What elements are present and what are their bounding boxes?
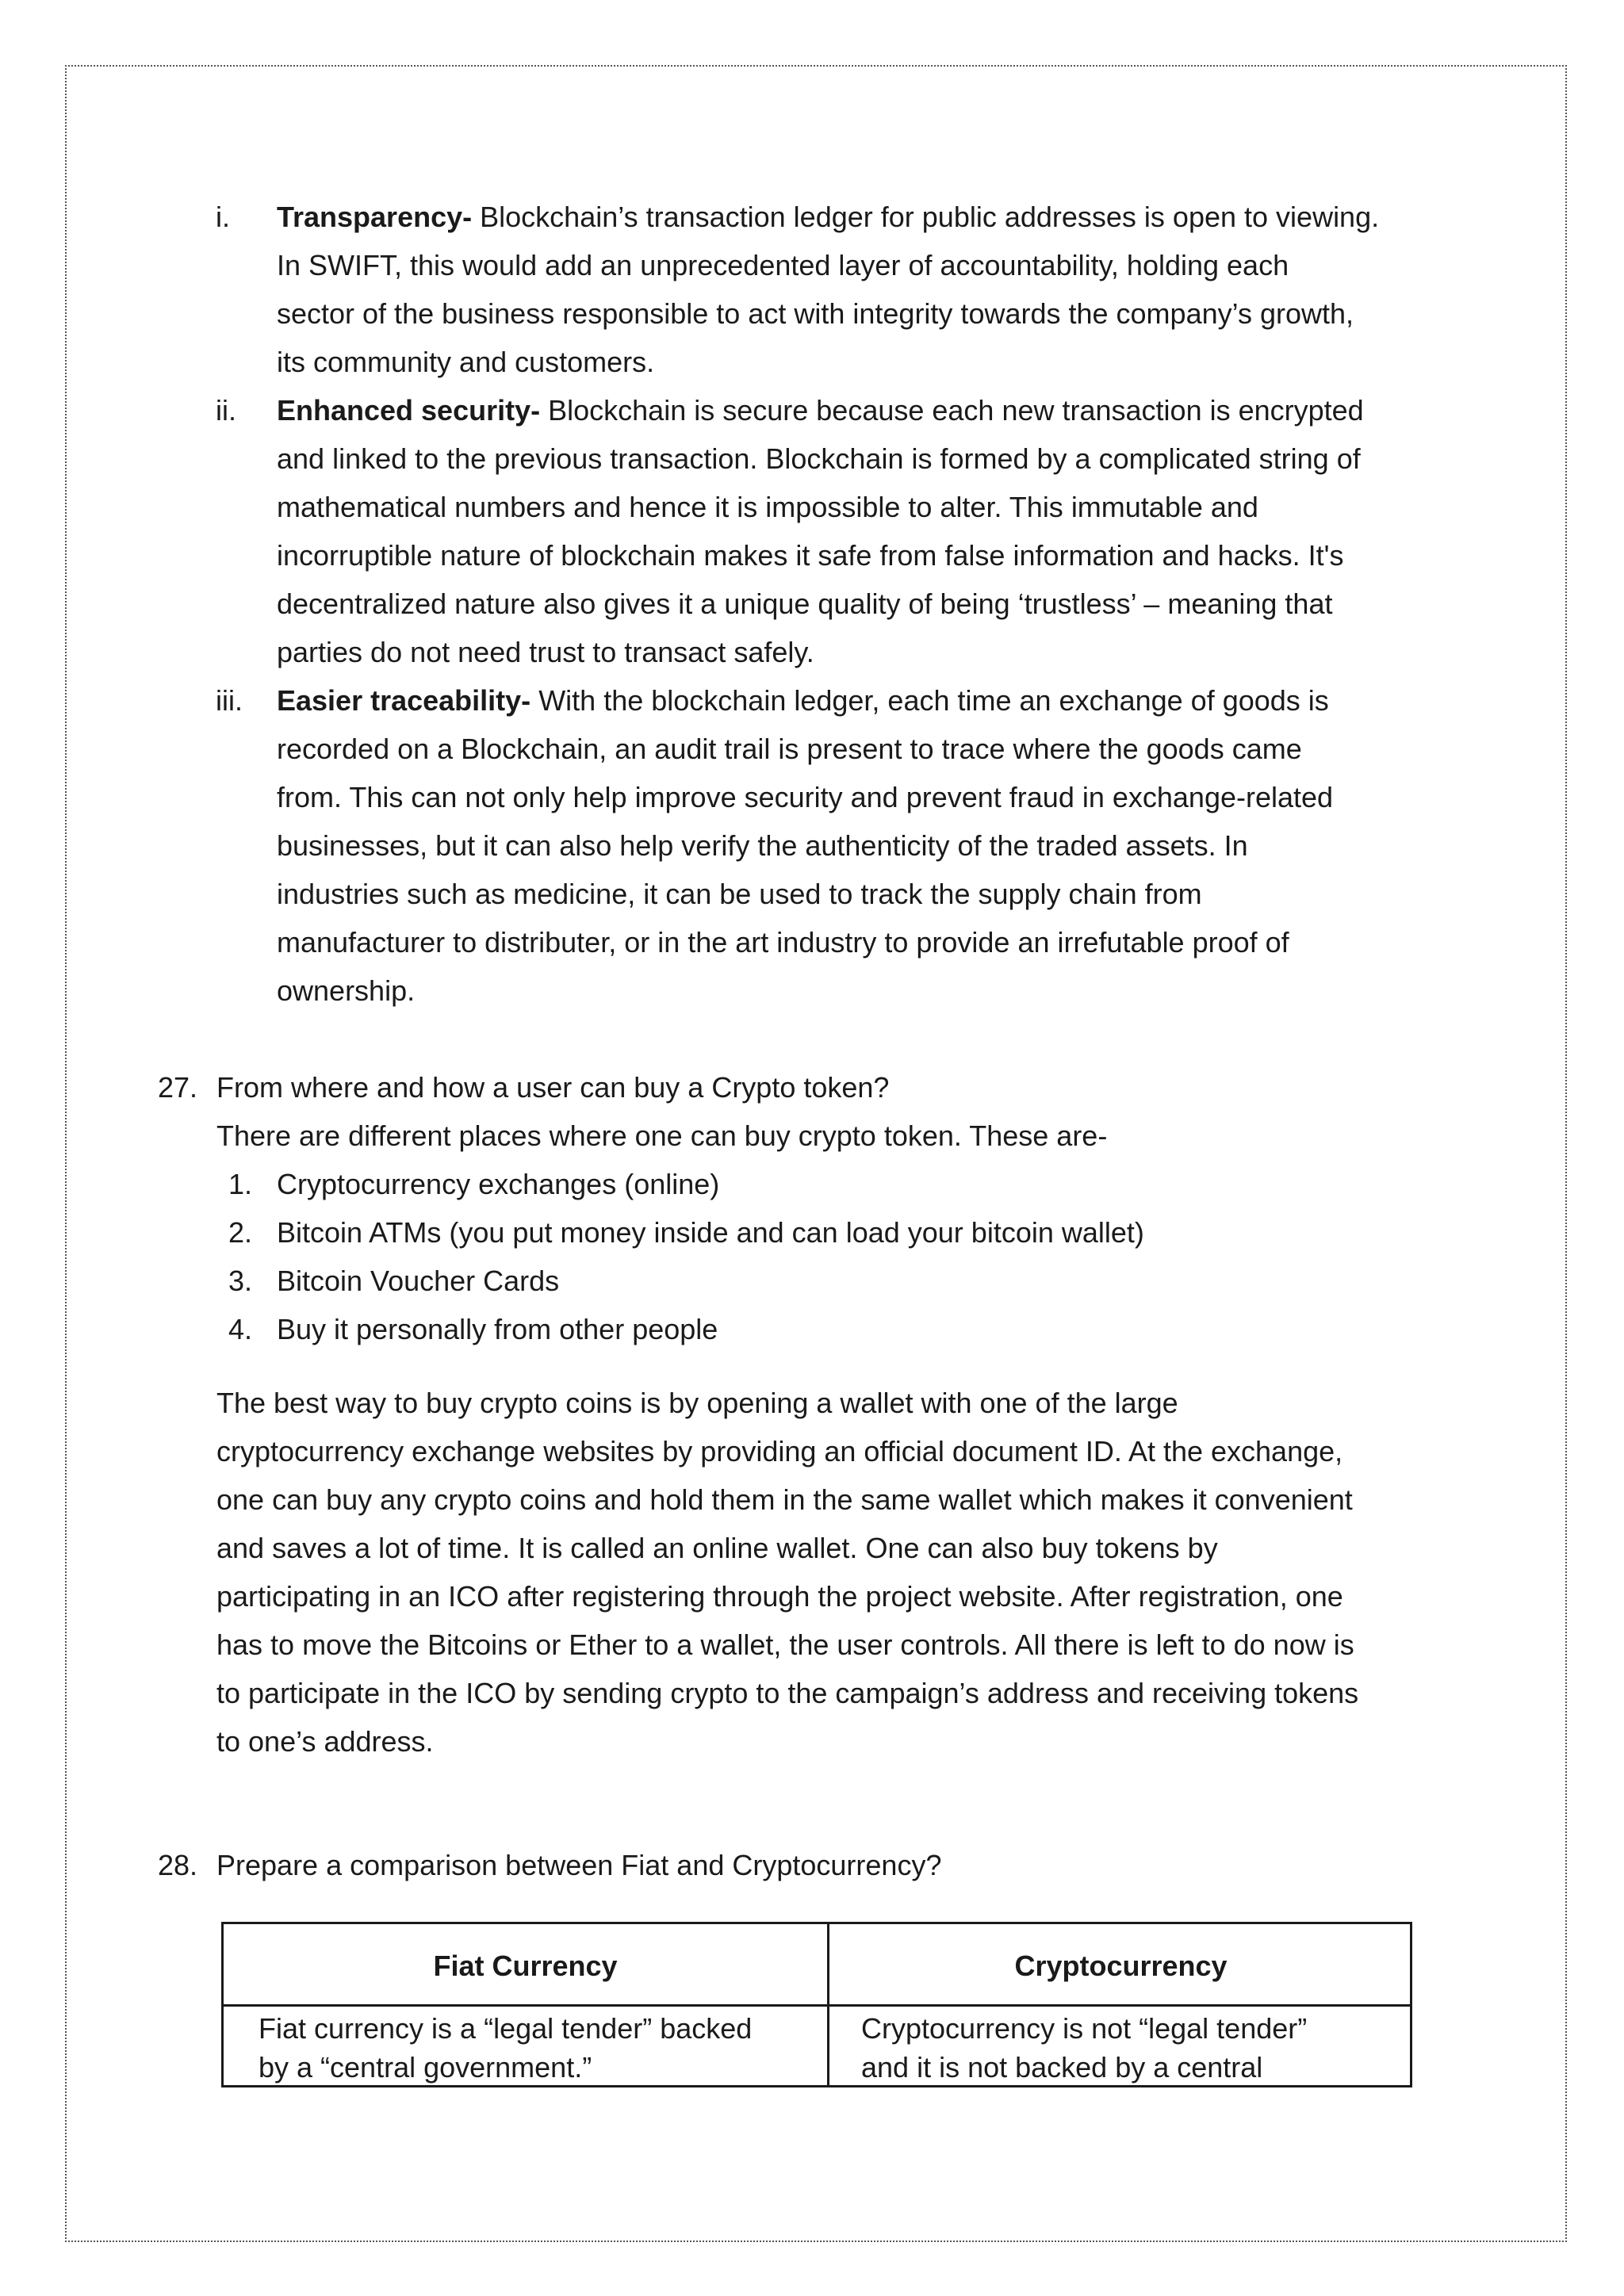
table-cell-fiat-line-2: by a “central government.” [259, 2051, 592, 2084]
question-28-number: 28. [158, 1849, 198, 1881]
traceability-line-4: businesses, but it can also help verify the authenticity of the traded assets. In [277, 829, 1248, 862]
transparency-text: Blockchain’s transaction ledger for public addresses is open to viewing. [480, 201, 1380, 233]
list-item: Cryptocurrency exchanges (online) [277, 1168, 720, 1200]
question-27-number: 27. [158, 1071, 198, 1104]
list-marker-3: 3. [228, 1265, 253, 1297]
security-line-5: decentralized nature also gives it a unique quality of being ‘trustless’ – meaning that [277, 587, 1333, 620]
paragraph-line-2: cryptocurrency exchange websites by providing an official document ID. At the exchange, [216, 1435, 1343, 1468]
list-item: Buy it personally from other people [277, 1313, 718, 1345]
security-text: Blockchain is secure because each new transaction is encrypted [548, 394, 1364, 427]
table-cell-crypto-line-2: and it is not backed by a central [861, 2051, 1263, 2084]
paragraph-line-8: to one’s address. [216, 1725, 434, 1758]
table-header-crypto: Cryptocurrency [1014, 1950, 1228, 1982]
security-title: Enhanced security- [277, 394, 541, 427]
security-line-1 [277, 396, 1364, 425]
question-27-title: From where and how a user can buy a Crypto token? [216, 1071, 890, 1104]
list-marker-ii: ii. [216, 394, 236, 427]
transparency-title: Transparency- [277, 201, 473, 233]
traceability-line-5: industries such as medicine, it can be used to track the supply chain from [277, 878, 1202, 910]
table-cell-fiat-line-1: Fiat currency is a “legal tender” backed [259, 2012, 753, 2045]
list-marker-2: 2. [228, 1216, 253, 1249]
table-cell-crypto-line-1: Cryptocurrency is not “legal tender” [861, 2012, 1308, 2045]
list-marker-4: 4. [228, 1313, 253, 1345]
traceability-line-3: from. This can not only help improve security and prevent fraud in exchange-related [277, 781, 1334, 813]
security-line-6: parties do not need trust to transact safely. [277, 636, 814, 668]
security-line-4: incorruptible nature of blockchain makes it safe from false information and hacks. It's [277, 539, 1344, 572]
traceability-text: With the blockchain ledger, each time an exchange of goods is [538, 684, 1329, 717]
paragraph-line-7: to participate in the ICO by sending crypto to the campaign’s address and receiving tokens [216, 1677, 1359, 1709]
traceability-line-6: manufacturer to distributer, or in the art industry to provide an irrefutable proof of [277, 926, 1289, 959]
paragraph-line-4: and saves a lot of time. It is called an online wallet. One can also buy tokens by [216, 1532, 1218, 1564]
transparency-line-2: In SWIFT, this would add an unprecedented layer of accountability, holding each [277, 249, 1289, 281]
table-row-divider [224, 2004, 1410, 2007]
paragraph-line-6: has to move the Bitcoins or Ether to a wallet, the user controls. All there is left to do now is [216, 1628, 1354, 1661]
list-item: Bitcoin Voucher Cards [277, 1265, 560, 1297]
traceability-line-2: recorded on a Blockchain, an audit trail is present to trace where the goods came [277, 733, 1302, 765]
comparison-table [221, 1922, 1412, 2087]
list-item: Bitcoin ATMs (you put money inside and can load your bitcoin wallet) [277, 1216, 1144, 1249]
traceability-title: Easier traceability- [277, 684, 531, 717]
transparency-line-1 [277, 203, 1379, 232]
traceability-line-1 [277, 684, 1329, 717]
paragraph-line-1: The best way to buy crypto coins is by opening a wallet with one of the large [216, 1387, 1178, 1419]
list-marker-i: i. [216, 201, 230, 233]
security-line-3: mathematical numbers and hence it is impossible to alter. This immutable and [277, 491, 1258, 523]
paragraph-line-3: one can buy any crypto coins and hold them in the same wallet which makes it convenient [216, 1483, 1353, 1516]
paragraph-line-5: participating in an ICO after registering through the project website. After registration, one [216, 1580, 1343, 1613]
transparency-line-3: sector of the business responsible to act with integrity towards the company’s growth, [277, 297, 1354, 330]
list-marker-1: 1. [228, 1168, 253, 1200]
list-marker-iii: iii. [216, 684, 243, 717]
table-header-fiat: Fiat Currency [433, 1950, 618, 1982]
question-28-title: Prepare a comparison between Fiat and Cryptocurrency? [216, 1849, 942, 1881]
security-line-2: and linked to the previous transaction. Blockchain is formed by a complicated string of [277, 442, 1361, 475]
question-27-intro: There are different places where one can buy crypto token. These are- [216, 1119, 1108, 1152]
traceability-line-7: ownership. [277, 974, 416, 1007]
transparency-line-4: its community and customers. [277, 346, 655, 378]
